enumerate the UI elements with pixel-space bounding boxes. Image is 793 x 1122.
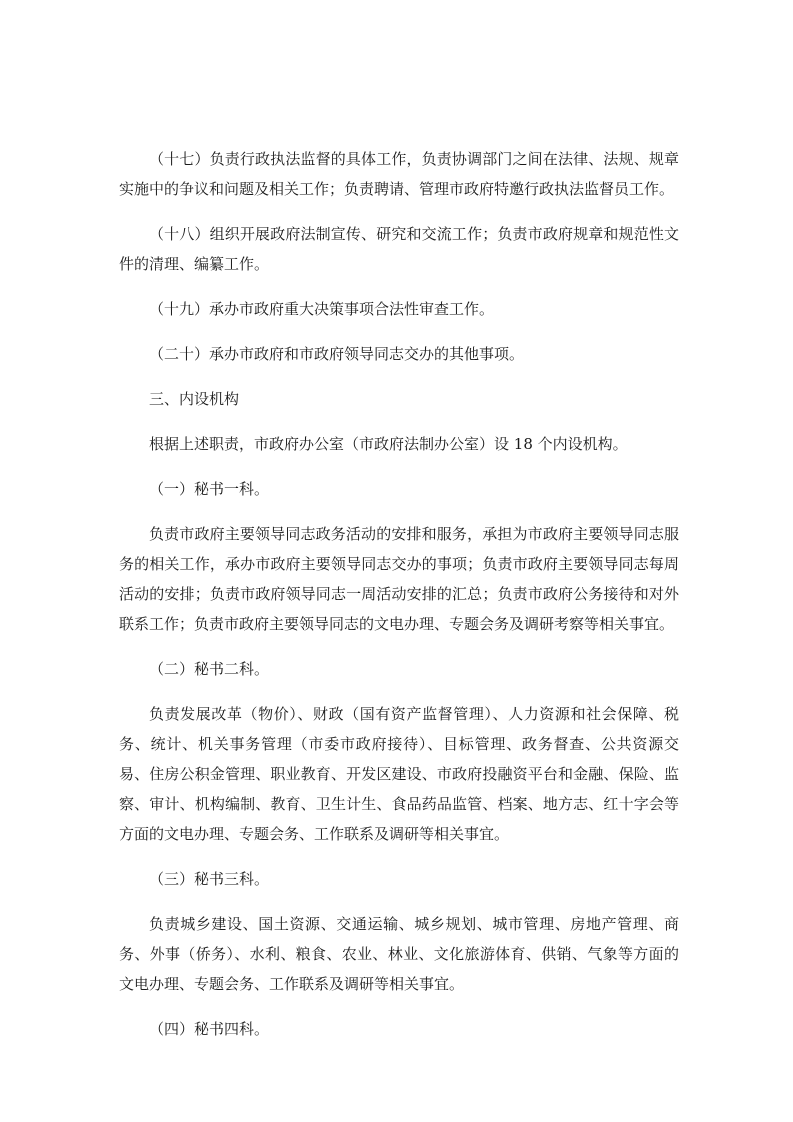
paragraph-item-19: （十九）承办市政府重大决策事项合法性审查工作。 <box>149 300 495 318</box>
subsection-heading-secretary-3: （三）秘书三科。 <box>149 870 270 888</box>
paragraph-secretary-1-duties: 负责市政府主要领导同志政务活动的安排和服务，承担为市政府主要领导同志服务的相关工作，承办市政府主要领导同志交办的事项；负责市政府主要领导同志每周活动的安排；负责市政府领导同志一周活动安排的汇总；负责市政府公务接待和对外联系工作；负责市政府主要领导同志的文电办理、专题会务及调研考察等相关事宜。 <box>119 525 679 633</box>
subsection-heading-secretary-1: （一）秘书一科。 <box>149 480 270 498</box>
paragraph-item-18: （十八）组织开展政府法制宣传、研究和交流工作；负责市政府规章和规范性文件的清理、编纂工作。 <box>119 225 679 273</box>
document-body <box>119 144 679 1059</box>
paragraph-institution-summary: 根据上述职责，市政府办公室（市政府法制办公室）设 18 个内设机构。 <box>149 435 628 453</box>
paragraph-secretary-2-duties: 负责发展改革（物价）、财政（国有资产监督管理）、人力资源和社会保障、税务、统计、机关事务管理（市委市政府接待）、目标管理、政务督查、公共资源交易、住房公积金管理、职业教育、开发区建设、市政府投融资平台和金融、保险、监察、审计、机构编制、教育、卫生计生、食品药品监管、档案、地方志、红十字会等方面的文电办理、专题会务、工作联系及调研等相关事宜。 <box>119 705 679 843</box>
paragraph-item-17: （十七）负责行政执法监督的具体工作，负责协调部门之间在法律、法规、规章实施中的争议和问题及相关工作；负责聘请、管理市政府特邀行政执法监督员工作。 <box>119 150 679 198</box>
subsection-heading-secretary-4: （四）秘书四科。 <box>149 1020 270 1038</box>
subsection-heading-secretary-2: （二）秘书二科。 <box>149 660 270 678</box>
paragraph-secretary-3-duties: 负责城乡建设、国土资源、交通运输、城乡规划、城市管理、房地产管理、商务、外事（侨务）、水利、粮食、农业、林业、文化旅游体育、供销、气象等方面的文电办理、专题会务、工作联系及调研等相关事宜。 <box>119 915 679 993</box>
section-heading-internal-institutions: 三、内设机构 <box>149 390 240 408</box>
paragraph-item-20: （二十）承办市政府和市政府领导同志交办的其他事项。 <box>149 345 525 363</box>
